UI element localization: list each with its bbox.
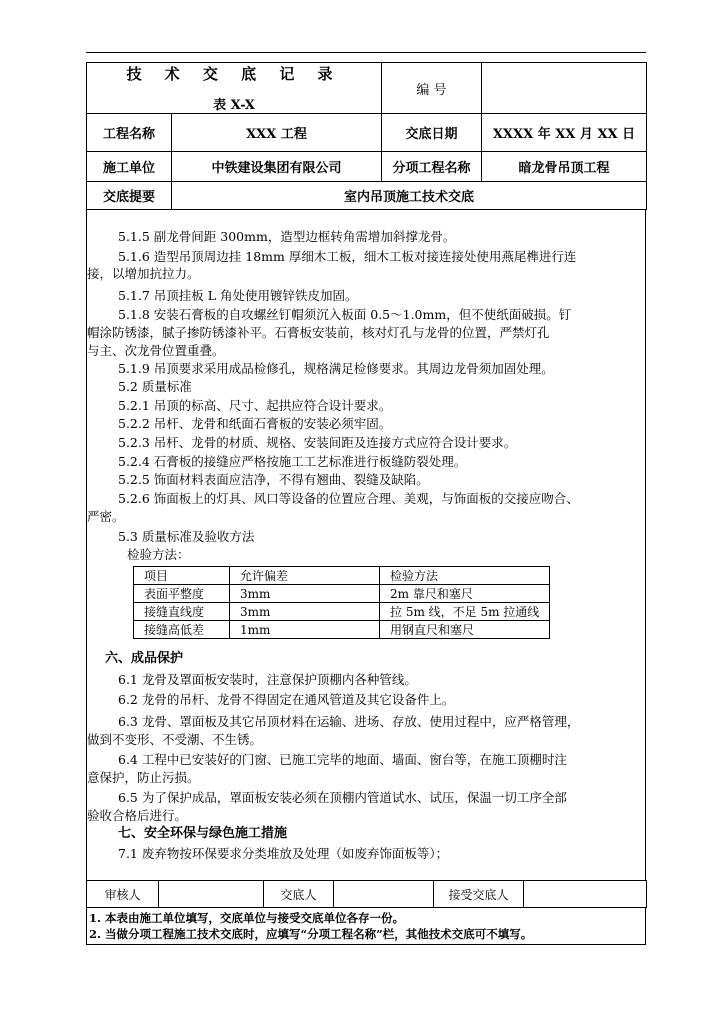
body-line: 6.2 龙骨的吊杆、龙骨不得固定在通风管道及其它设备件上。 <box>118 692 455 707</box>
body-line: 5.2 质量标准 <box>118 379 192 394</box>
body-line: 帽涂防锈漆，腻子掺防锈漆补平。石膏板安装前，核对灯孔与龙骨的位置，严禁灯孔 <box>87 325 550 340</box>
body-line: 6.4 工程中已安装好的门窗、已施工完毕的地面、墙面、窗台等，在施工顶棚时注 <box>118 752 567 767</box>
body-line: 6.1 龙骨及罩面板安装时，注意保护顶棚内各种管线。 <box>118 672 417 687</box>
table-cell: 3mm <box>230 603 380 621</box>
table-cell: 1mm <box>230 621 380 639</box>
body-line: 6.3 龙骨、罩面板及其它吊顶材料在运输、进场、存放、使用过程中，应严格管理， <box>118 714 580 729</box>
summary-label: 交底提要 <box>87 182 172 210</box>
section-6-heading: 六、成品保护 <box>105 651 184 666</box>
receiver-label: 接受交底人 <box>434 881 524 908</box>
body-line: 6.5 为了保护成品，罩面板安装必须在顶棚内管道试水、试压，保温一切工序全部 <box>118 790 567 805</box>
table-header-cell: 项目 <box>134 567 230 585</box>
summary-value[interactable]: 室内吊顶施工技术交底 <box>172 182 647 210</box>
body-line: 7.1 废弃物按环保要求分类堆放及处理（如废弃饰面板等）； <box>118 846 449 861</box>
body-line: 5.2.2 吊杆、龙骨和纸面石膏板的安装必须牢固。 <box>118 416 392 431</box>
project-name-label: 工程名称 <box>87 114 172 152</box>
top-border-line <box>86 52 646 53</box>
table-header-cell: 允许偏差 <box>230 567 380 585</box>
reviewer-label: 审核人 <box>87 881 159 908</box>
sub-project-value[interactable]: 暗龙骨吊顶工程 <box>482 152 647 182</box>
body-line: 5.2.6 饰面板上的灯具、风口等设备的位置应合理、美观，与饰面板的交接应吻合、 <box>118 491 579 506</box>
number-value[interactable] <box>482 63 647 114</box>
body-line: 5.1.6 造型吊顶周边挂 18mm 厚细木工板，细木工板对接连接处使用燕尾榫进行连 <box>118 249 577 264</box>
body-line: 5.1.5 副龙骨间距 300mm，造型边框转角需增加斜撑龙骨。 <box>118 229 456 244</box>
body-line: 5.3 质量标准及验收方法 <box>118 529 255 544</box>
table-header-row <box>134 567 550 585</box>
body-line: 检验方法： <box>127 547 190 562</box>
date-label: 交底日期 <box>382 114 482 152</box>
table-cell: 表面平整度 <box>134 585 230 603</box>
header-table <box>86 62 647 210</box>
body-line: 5.2.4 石膏板的接缝应严格按施工工艺标准进行板缝防裂处理。 <box>118 454 467 469</box>
table-cell: 接缝高低差 <box>134 621 230 639</box>
inspection-table <box>133 566 550 639</box>
reviewer-field[interactable] <box>159 881 264 908</box>
project-name-value[interactable]: XXX 工程 <box>172 114 382 152</box>
table-cell: 2m 靠尺和塞尺 <box>380 585 550 603</box>
section-7-heading: 七、安全环保与绿色施工措施 <box>118 826 288 841</box>
body-line: 5.1.9 吊顶要求采用成品检修孔，规格满足检修要求。其周边龙骨须加固处理。 <box>118 361 554 376</box>
body-line: 5.2.1 吊顶的标高、尺寸、起拱应符合设计要求。 <box>118 398 392 413</box>
title-cell <box>87 63 382 114</box>
body-line: 严密。 <box>87 509 125 524</box>
notes-box <box>86 907 646 945</box>
discloser-field[interactable] <box>334 881 434 908</box>
signature-table <box>86 880 647 908</box>
table-header-cell: 检验方法 <box>380 567 550 585</box>
body-line: 5.2.5 饰面材料表面应洁净，不得有翘曲、裂缝及缺陷。 <box>118 472 429 487</box>
table-row <box>134 621 550 639</box>
unit-label: 施工单位 <box>87 152 172 182</box>
body-line: 意保护，防止污损。 <box>87 770 200 785</box>
table-row <box>134 603 550 621</box>
number-label: 编 号 <box>382 63 482 114</box>
table-cell: 3mm <box>230 585 380 603</box>
sub-project-label: 分项工程名称 <box>382 152 482 182</box>
document-title: 技 术 交 底 记 录 <box>126 65 342 83</box>
table-cell: 拉 5m 线，不足 5m 拉通线 <box>380 603 550 621</box>
body-line: 验收合格后进行。 <box>87 808 188 823</box>
body-line: 5.1.8 安装石膏板的自攻螺丝钉帽须沉入板面 0.5～1.0mm，但不使纸面破损。钉 <box>118 307 572 322</box>
disclosure-content <box>86 210 646 880</box>
body-line: 5.1.7 吊顶挂板 L 角处使用镀锌铁皮加固。 <box>118 288 358 303</box>
body-line: 做到不变形、不受潮、不生锈。 <box>87 732 263 747</box>
note-line: 2. 当做分项工程施工技术交底时，应填写“分项工程名称”栏，其他技术交底可不填写。 <box>89 927 533 941</box>
date-value[interactable]: XXXX 年 XX 月 XX 日 <box>482 114 647 152</box>
body-line: 5.2.3 吊杆、龙骨的材质、规格、安装间距及连接方式应符合设计要求。 <box>118 435 517 450</box>
table-cell: 用钢直尺和塞尺 <box>380 621 550 639</box>
discloser-label: 交底人 <box>264 881 334 908</box>
form-number: 表 X-X <box>213 98 255 113</box>
unit-value[interactable]: 中铁建设集团有限公司 <box>172 152 382 182</box>
table-cell: 接缝直线度 <box>134 603 230 621</box>
table-row <box>134 585 550 603</box>
note-line: 1. 本表由施工单位填写，交底单位与接受交底单位各存一份。 <box>89 911 405 925</box>
body-line: 与主、次龙骨位置重叠。 <box>87 343 225 358</box>
body-line: 接，以增加抗拉力。 <box>87 266 200 281</box>
receiver-field[interactable] <box>524 881 647 908</box>
